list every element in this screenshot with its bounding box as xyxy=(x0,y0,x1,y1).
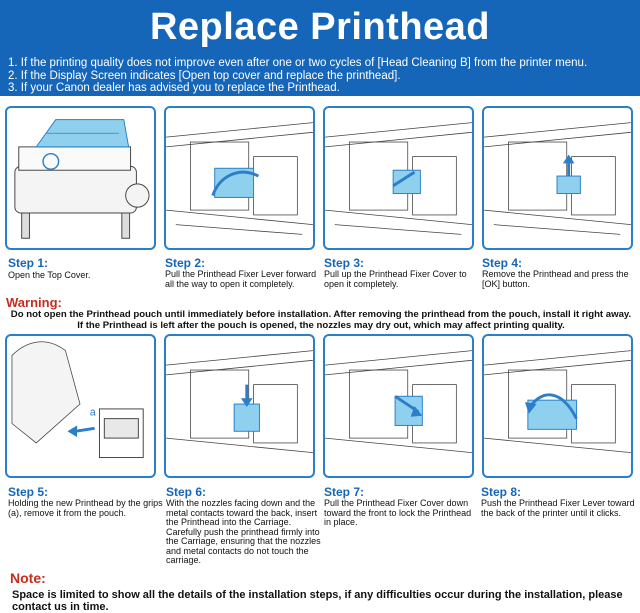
warning-title: Warning: xyxy=(6,295,62,310)
step-8-description: Push the Printhead Fixer Lever toward the back of the printer until it clicks. xyxy=(481,498,635,518)
step-3-illustration xyxy=(323,106,474,250)
step-8-illustration xyxy=(482,334,633,478)
step-2-description: Pull the Printhead Fixer Lever forward all the way to open it completely. xyxy=(165,269,317,289)
step-4-illustration xyxy=(482,106,633,250)
step-2-title: Step 2: xyxy=(165,256,206,270)
page-title: Replace Printhead xyxy=(149,6,491,48)
condition-line-3: 3. If your Canon dealer has advised you to replace the Printhead. xyxy=(8,82,340,94)
note-title: Note: xyxy=(10,570,46,586)
step-4-description: Remove the Printhead and press the [OK] button. xyxy=(482,269,629,289)
step-6-illustration xyxy=(164,334,315,478)
step-5-description: Holding the new Printhead by the grips (a), remove it from the pouch. xyxy=(8,498,163,518)
note-text: Space is limited to show all the details of the installation steps, if any difficulties occur during the installation, please contact us in time. xyxy=(12,589,623,613)
step-2-illustration xyxy=(164,106,315,250)
step-1-description: Open the Top Cover. xyxy=(8,270,91,280)
conditions-list xyxy=(8,57,636,95)
step-1-title: Step 1: xyxy=(8,256,49,270)
condition-line-1: 1. If the printing quality does not improve even after one or two cycles of [Head Cleaning B] from the printer menu. xyxy=(8,57,588,69)
step-5-illustration xyxy=(5,334,156,478)
header-banner xyxy=(0,0,640,96)
step-8-title: Step 8: xyxy=(481,485,522,499)
grip-label-a: a xyxy=(89,406,96,419)
step-7-title: Step 7: xyxy=(324,485,365,499)
step-7-description: Pull the Printhead Fixer Cover down toward the front to lock the Printhead in place. xyxy=(324,498,472,527)
condition-line-2: 2. If the Display Screen indicates [Open top cover and replace the printhead]. xyxy=(8,69,401,82)
step-1-illustration xyxy=(5,106,156,250)
step-6-description: With the nozzles facing down and the metal contacts toward the back, insert the Printhead into the Carriage. Carefully push the printhead firmly into the Carriage, ensuring that the nozzles and metal contacts do not touch the carriage. xyxy=(166,498,321,565)
step-3-title: Step 3: xyxy=(324,256,365,270)
step-6-title: Step 6: xyxy=(166,485,207,499)
step-5-title: Step 5: xyxy=(8,485,49,499)
step-7-illustration xyxy=(323,334,474,478)
step-3-description: Pull up the Printhead Fixer Cover to open it completely. xyxy=(324,269,467,289)
warning-text: Do not open the Printhead pouch until immediately before installation. After removing the printhead from the pouch, install it right away. If the Printhead is left after the pouch is opened, the nozzles may dry out, which may affect printing quality. xyxy=(10,309,632,331)
step-4-title: Step 4: xyxy=(482,256,523,270)
